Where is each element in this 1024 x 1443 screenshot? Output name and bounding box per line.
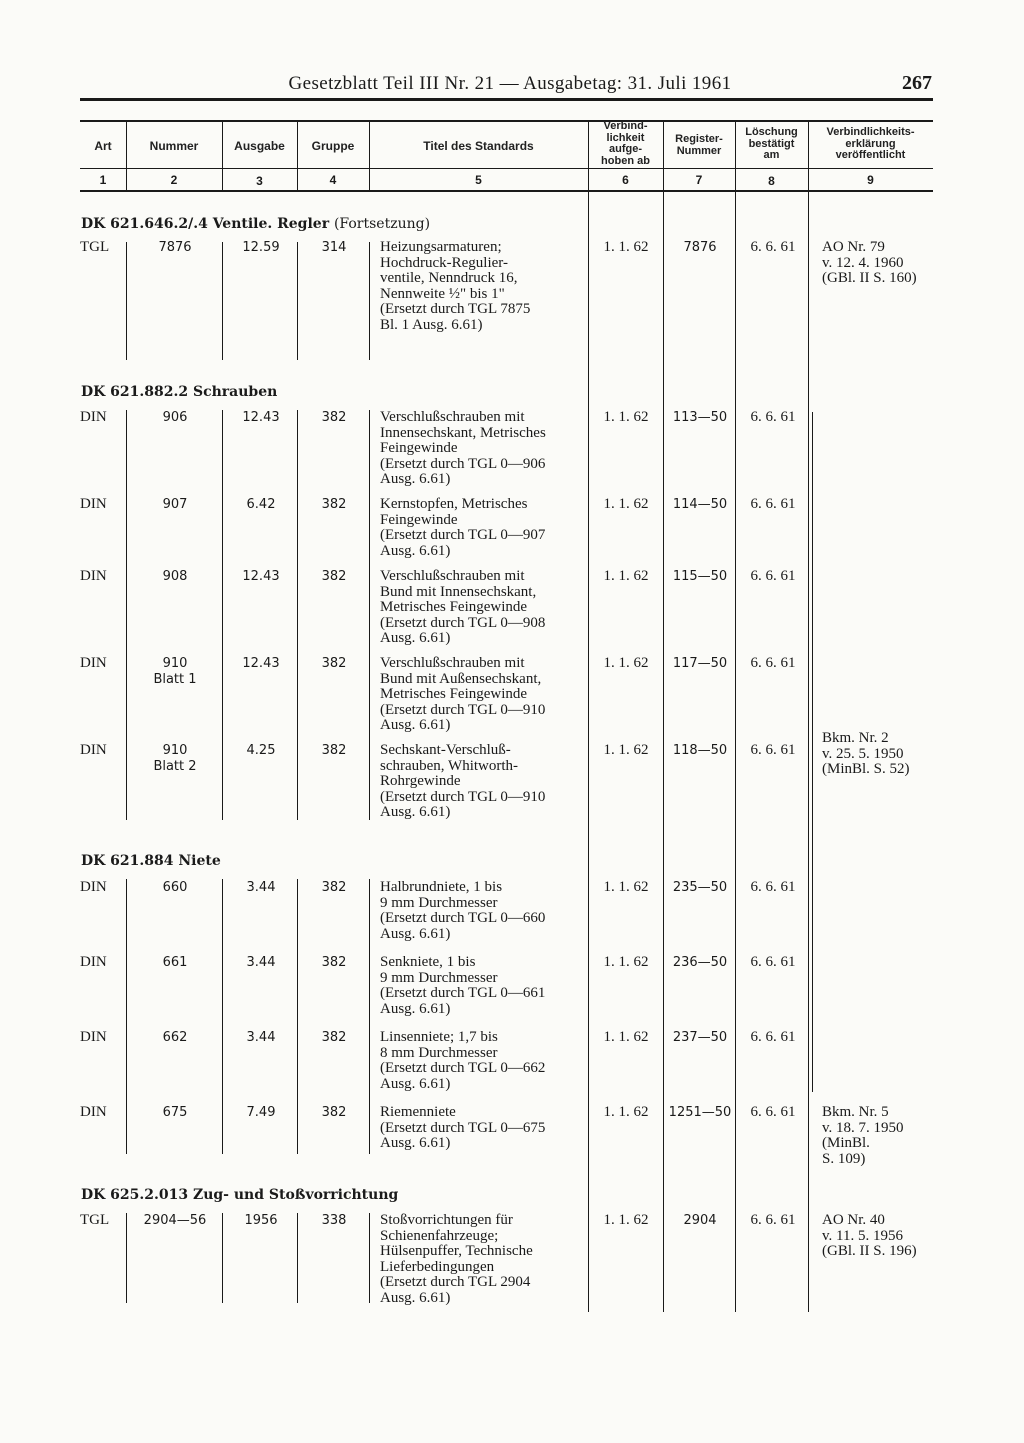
cell-erkl: AO Nr. 40 v. 11. 5. 1956 (GBl. II S. 196) — [822, 1212, 917, 1259]
cell-nummer: 2904—56 — [143, 1213, 207, 1228]
cell-gruppe: 382 — [321, 569, 347, 584]
cell-art: DIN — [80, 496, 107, 512]
col-header-gruppe: Gruppe — [311, 139, 355, 153]
col-num: 8 — [768, 174, 775, 188]
cell-nummer: 675 — [162, 1105, 188, 1120]
col-header-art: Art — [94, 139, 112, 153]
row-sep — [222, 879, 223, 1154]
cell-verb: 1. 1. 62 — [603, 568, 649, 584]
cell-titel: Linsenniete; 1,7 bis 8 mm Durchmesser (Ersetzt durch TGL 0—662 Ausg. 6.61) — [380, 1029, 546, 1092]
cell-loesch: 6. 6. 61 — [750, 568, 796, 584]
cell-nummer: 910 Blatt 2 — [153, 743, 197, 774]
cell-erkl: AO Nr. 79 v. 12. 4. 1960 (GBl. II S. 160) — [822, 239, 917, 286]
cell-titel: Stoßvorrichtungen für Schienenfahrzeuge; Hülsenpuffer, Technische Lieferbedingungen (Ersetzt durch TGL 2904 Ausg. 6.61) — [380, 1212, 533, 1306]
row-sep — [222, 410, 223, 820]
cell-reg: 7876 — [683, 240, 717, 255]
cell-verb: 1. 1. 62 — [603, 1029, 649, 1045]
cell-titel: Verschlußschrauben mit Innensechskant, Metrisches Feingewinde (Ersetzt durch TGL 0—906 Ausg. 6.61) — [380, 409, 546, 487]
col-num: 1 — [99, 173, 107, 187]
section-heading: DK 625.2.013 Zug- und Stoßvorrichtung — [81, 1187, 399, 1203]
cell-reg: 118—50 — [672, 743, 728, 758]
page-header-title: Gesetzblatt Teil III Nr. 21 — Ausgabetag: 31. Juli 1961 — [288, 73, 732, 94]
cell-erkl: Bkm. Nr. 2 v. 25. 5. 1950 (MinBl. S. 52) — [822, 730, 910, 777]
cell-loesch: 6. 6. 61 — [750, 496, 796, 512]
cell-reg: 235—50 — [672, 880, 728, 895]
cell-gruppe: 382 — [321, 1030, 347, 1045]
cell-nummer: 907 — [162, 497, 188, 512]
cell-loesch: 6. 6. 61 — [750, 239, 796, 255]
col-num: 7 — [695, 173, 703, 187]
cell-verb: 1. 1. 62 — [603, 879, 649, 895]
cell-gruppe: 382 — [321, 497, 347, 512]
table-head-top-rule — [80, 120, 933, 122]
cell-ausgabe: 4.25 — [246, 743, 276, 758]
cell-verb: 1. 1. 62 — [603, 1212, 649, 1228]
header-rule-thick — [80, 98, 933, 101]
row-sep — [369, 410, 370, 820]
cell-art: DIN — [80, 954, 107, 970]
cell-verb: 1. 1. 62 — [603, 655, 649, 671]
cell-ausgabe: 12.43 — [242, 410, 280, 425]
cell-art: DIN — [80, 655, 107, 671]
cell-titel: Riemenniete (Ersetzt durch TGL 0—675 Ausg. 6.61) — [380, 1104, 546, 1151]
cell-gruppe: 382 — [321, 410, 347, 425]
cell-reg: 1251—50 — [668, 1105, 732, 1120]
cell-nummer: 906 — [162, 410, 188, 425]
row-sep — [369, 879, 370, 1154]
cell-reg: 117—50 — [672, 656, 728, 671]
cell-loesch: 6. 6. 61 — [750, 1212, 796, 1228]
row-sep — [297, 410, 298, 820]
page-number: 267 — [902, 72, 932, 94]
row-sep — [369, 242, 370, 360]
col-num: 4 — [329, 173, 337, 187]
cell-art: DIN — [80, 568, 107, 584]
cell-ausgabe: 12.59 — [242, 240, 280, 255]
cell-reg: 237—50 — [672, 1030, 728, 1045]
cell-gruppe: 382 — [321, 743, 347, 758]
cell-reg: 114—50 — [672, 497, 728, 512]
col-num: 9 — [867, 173, 874, 187]
cell-reg: 115—50 — [672, 569, 728, 584]
cell-loesch: 6. 6. 61 — [750, 879, 796, 895]
cell-verb: 1. 1. 62 — [603, 496, 649, 512]
cell-reg: 113—50 — [672, 410, 728, 425]
cell-ausgabe: 3.44 — [246, 880, 276, 895]
row-sep — [126, 242, 127, 360]
col-header-loeschung: Löschung bestätigt am — [745, 126, 798, 161]
cell-titel: Senkniete, 1 bis 9 mm Durchmesser (Ersetzt durch TGL 0—661 Ausg. 6.61) — [380, 954, 546, 1017]
row-sep — [369, 1213, 370, 1303]
cell-nummer: 910 Blatt 1 — [153, 656, 197, 687]
cell-art: DIN — [80, 409, 107, 425]
row-sep — [297, 242, 298, 360]
cell-art: DIN — [80, 1029, 107, 1045]
cell-verb: 1. 1. 62 — [603, 239, 649, 255]
row-sep — [222, 1213, 223, 1303]
col-header-register: Register- Nummer — [675, 133, 723, 157]
cell-loesch: 6. 6. 61 — [750, 409, 796, 425]
cell-gruppe: 382 — [321, 1105, 347, 1120]
col-header-titel: Titel des Standards — [423, 139, 534, 153]
cell-art: DIN — [80, 879, 107, 895]
col-header-nummer: Nummer — [149, 139, 199, 153]
col-num: 3 — [256, 174, 263, 188]
col-header-ausgabe: Ausgabe — [234, 139, 285, 153]
cell-loesch: 6. 6. 61 — [750, 1029, 796, 1045]
col-num: 5 — [475, 173, 482, 187]
cell-gruppe: 382 — [321, 955, 347, 970]
cell-gruppe: 382 — [321, 656, 347, 671]
cell-loesch: 6. 6. 61 — [750, 655, 796, 671]
cell-loesch: 6. 6. 61 — [750, 742, 796, 758]
cell-titel: Verschlußschrauben mit Bund mit Außensechskant, Metrisches Feingewinde (Ersetzt durch TGL 0—910 Ausg. 6.61) — [380, 655, 546, 733]
cell-reg: 236—50 — [672, 955, 728, 970]
cell-loesch: 6. 6. 61 — [750, 954, 796, 970]
row-sep — [222, 242, 223, 360]
col-num: 2 — [170, 173, 178, 187]
table-head-mid-rule — [80, 168, 933, 169]
row-sep — [126, 1213, 127, 1303]
section-heading: DK 621.646.2/.4 Ventile. Regler (Fortsetzung) — [81, 216, 431, 232]
cell-ausgabe: 12.43 — [242, 569, 280, 584]
cell-ausgabe: 7.49 — [246, 1105, 276, 1120]
section-heading: DK 621.882.2 Schrauben — [81, 384, 278, 400]
cell-verb: 1. 1. 62 — [603, 742, 649, 758]
cell-art: DIN — [80, 742, 107, 758]
cell-nummer: 7876 — [158, 240, 192, 255]
col-header-erklaerung: Verbindlichkeits- erklärung veröffentlicht — [826, 126, 915, 161]
cell-titel: Kernstopfen, Metrisches Feingewinde (Ersetzt durch TGL 0—907 Ausg. 6.61) — [380, 496, 546, 559]
table-head-bottom-rule — [80, 190, 933, 192]
cell-art: TGL — [80, 239, 110, 255]
cell-titel: Verschlußschrauben mit Bund mit Innensechskant, Metrisches Feingewinde (Ersetzt durch TGL 0—908 Ausg. 6.61) — [380, 568, 546, 646]
cell-loesch: 6. 6. 61 — [750, 1104, 796, 1120]
cell-nummer: 660 — [162, 880, 188, 895]
cell-titel: Heizungsarmaturen; Hochdruck-Regulier- ventile, Nenndruck 16, Nennweite ½" bis 1" (Ersetzt durch TGL 7875 Bl. 1 Ausg. 6.61) — [380, 239, 531, 333]
cell-ausgabe: 3.44 — [246, 955, 276, 970]
cell-gruppe: 338 — [321, 1213, 347, 1228]
row-sep — [126, 879, 127, 1154]
cell-verb: 1. 1. 62 — [603, 954, 649, 970]
cell-reg: 2904 — [683, 1213, 717, 1228]
col-header-verbindlichkeit: Verbind- lichkeit aufge- hoben ab — [601, 120, 650, 167]
cell-ausgabe: 3.44 — [246, 1030, 276, 1045]
grouping-brace — [812, 412, 819, 1092]
cell-nummer: 661 — [162, 955, 188, 970]
cell-nummer: 908 — [162, 569, 188, 584]
cell-erkl: Bkm. Nr. 5 v. 18. 7. 1950 (MinBl. S. 109) — [822, 1104, 904, 1167]
cell-art: DIN — [80, 1104, 107, 1120]
cell-ausgabe: 12.43 — [242, 656, 280, 671]
cell-gruppe: 382 — [321, 880, 347, 895]
cell-ausgabe: 6.42 — [246, 497, 276, 512]
row-sep — [126, 410, 127, 820]
cell-ausgabe: 1956 — [244, 1213, 278, 1228]
cell-verb: 1. 1. 62 — [603, 409, 649, 425]
cell-verb: 1. 1. 62 — [603, 1104, 649, 1120]
section-heading: DK 621.884 Niete — [81, 853, 221, 869]
cell-nummer: 662 — [162, 1030, 188, 1045]
cell-art: TGL — [80, 1212, 110, 1228]
cell-titel: Halbrundniete, 1 bis 9 mm Durchmesser (Ersetzt durch TGL 0—660 Ausg. 6.61) — [380, 879, 546, 942]
col-num: 6 — [622, 173, 629, 187]
cell-titel: Sechskant-Verschluß- schrauben, Whitworth- Rohrgewinde (Ersetzt durch TGL 0—910 Ausg. 6.61) — [380, 742, 546, 820]
cell-gruppe: 314 — [321, 240, 347, 255]
